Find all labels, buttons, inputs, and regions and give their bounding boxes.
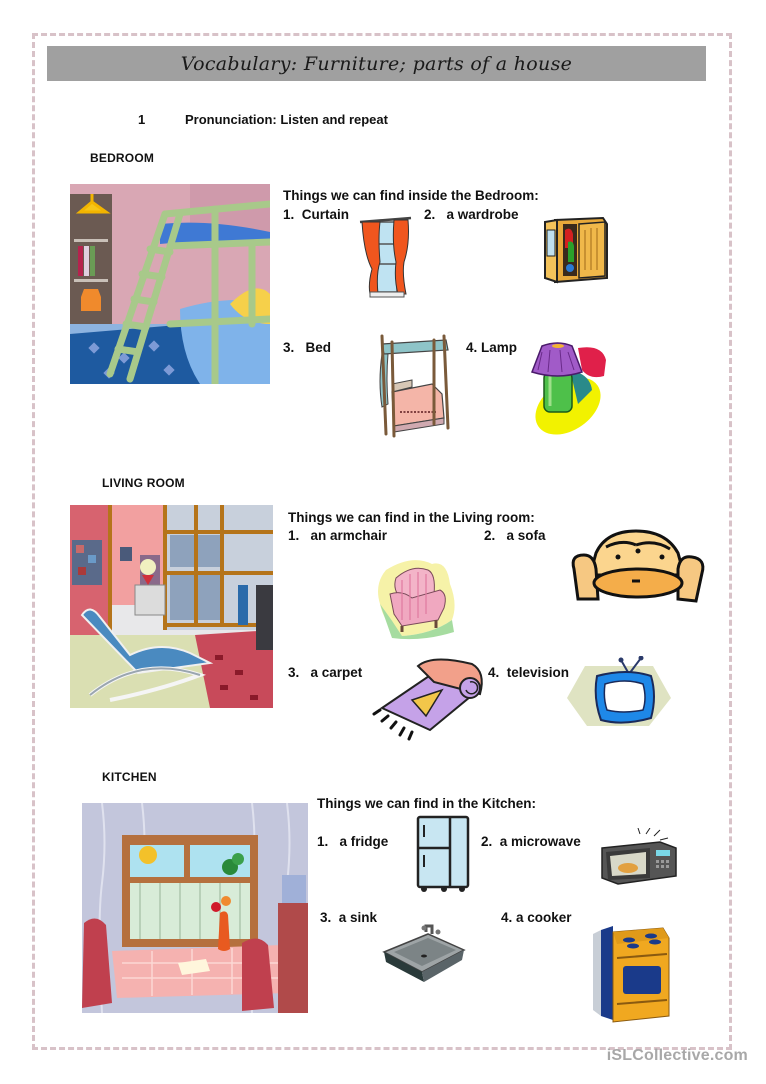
fridge-icon (414, 815, 472, 893)
kitchen-illustration (82, 803, 308, 1013)
kitchen-item-3: 3. a sink (320, 910, 378, 925)
living-room-illustration (70, 505, 273, 708)
section-heading-living-room: LIVING ROOM (102, 476, 185, 490)
armchair-icon (372, 554, 464, 640)
bed-icon (372, 332, 454, 440)
living-room-item-1: 1. an armchair (288, 528, 388, 543)
exercise-title: Pronunciation: Listen and repeat (185, 112, 388, 127)
bedroom-item-3: 3. Bed (283, 340, 332, 355)
worksheet-title: Vocabulary: Furniture; parts of a house (180, 52, 573, 75)
sink-icon (382, 922, 466, 986)
bedroom-item-1: 1. Curtain (283, 207, 350, 222)
living-room-item-2: 2. a sofa (484, 528, 546, 543)
cooker-icon (589, 924, 673, 1024)
living-room-item-4: 4. television (488, 665, 570, 680)
wardrobe-icon (543, 216, 609, 286)
section-heading-kitchen: KITCHEN (102, 770, 157, 784)
lamp-icon (520, 340, 610, 436)
living-room-intro: Things we can find in the Living room: (288, 510, 535, 525)
exercise-number: 1 (138, 112, 146, 127)
microwave-icon (600, 828, 678, 886)
carpet-icon (372, 652, 488, 742)
television-icon (567, 656, 671, 728)
kitchen-item-1: 1. a fridge (317, 834, 389, 849)
curtain-icon (358, 214, 413, 298)
kitchen-intro: Things we can find in the Kitchen: (317, 796, 537, 811)
living-room-item-3: 3. a carpet (288, 665, 363, 680)
watermark: iSLCollective.com (606, 1047, 748, 1064)
section-heading-bedroom: BEDROOM (90, 151, 155, 165)
sofa-icon (566, 525, 708, 609)
title-bar (47, 46, 706, 81)
bedroom-item-2: 2. a wardrobe (424, 207, 519, 222)
bedroom-illustration (70, 184, 270, 384)
bedroom-item-4: 4. Lamp (466, 340, 518, 355)
kitchen-item-2: 2. a microwave (481, 834, 581, 849)
bedroom-intro: Things we can find inside the Bedroom: (283, 188, 539, 203)
kitchen-item-4: 4. a cooker (501, 910, 572, 925)
